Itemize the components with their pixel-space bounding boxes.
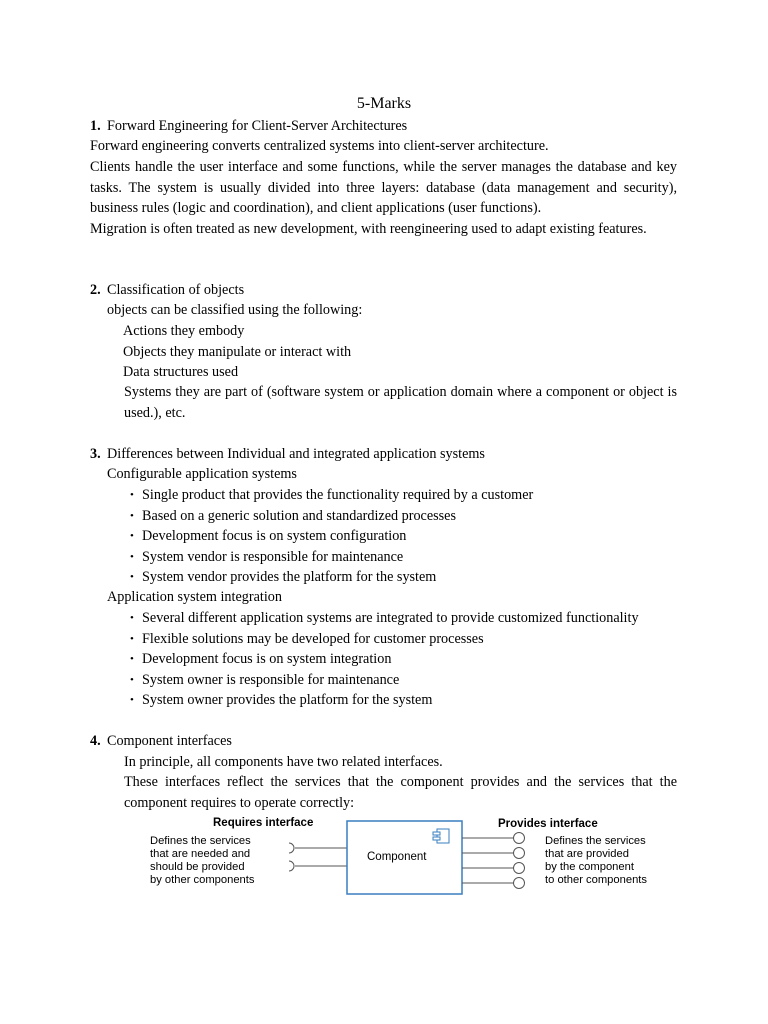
page-title: 5-Marks [356,95,412,112]
paragraph: These interfaces reflect the services that the component provides and the services that the component requires to operate correctly: [124,774,677,811]
group-title: Application system integration [107,589,282,605]
requires-desc-line: Defines the services [150,835,251,847]
provides-lollipop-icon [462,833,525,844]
bullet: • [130,571,134,583]
section-title: Component interfaces [107,733,232,749]
paragraph: In principle, all components have two related interfaces. [124,754,443,770]
section-2-heading [90,280,244,301]
section-number: 4. [90,733,101,749]
list-item: Data structures used [123,364,239,380]
provides-lollipop-icon [462,848,525,859]
provides-interface-title: Provides interface [498,818,598,830]
bullet-item: Development focus is on system integration [142,651,392,667]
paragraph: Forward engineering converts centralized systems into client-server architecture. [90,138,549,154]
bullet: • [130,530,134,542]
bullet-item: Development focus is on system configuration [142,528,407,544]
requires-interface-title: Requires interface [213,817,314,829]
bullet: • [130,489,134,501]
requires-socket-icon [289,861,347,871]
bullet: • [130,510,134,522]
list-item: Objects they manipulate or interact with [123,344,352,360]
bullet: • [130,612,134,624]
section-number: 1. [90,118,101,134]
section-number: 3. [90,446,101,462]
bullet-item: Flexible solutions may be developed for customer processes [142,631,484,647]
paragraph: Clients handle the user interface and some functions, while the server manages the database and key tasks. The system is usually divided into three layers: database (data management and security), business rules (logic and coordination), and client applications (user functions). [90,159,677,217]
component-interface-diagram [145,812,680,902]
bullet-item: System owner provides the platform for the system [142,692,433,708]
bullet: • [130,674,134,686]
provides-desc-line: that are provided [545,848,629,860]
component-label: Component [367,851,427,863]
section-4-heading [90,731,232,752]
requires-socket-icon [289,843,347,853]
provides-desc-line: to other components [545,874,647,886]
bullet-item: Single product that provides the functionality required by a customer [142,487,534,503]
section-title: Differences between Individual and integrated application systems [107,446,485,462]
bullet-item: System vendor is responsible for maintenance [142,549,404,565]
section-number: 2. [90,282,101,298]
bullet: • [130,551,134,563]
paragraph: Migration is often treated as new development, with reengineering used to adapt existing features. [90,221,647,237]
list-item: Actions they embody [123,323,245,339]
section-1-heading [90,116,407,137]
bullet: • [130,694,134,706]
intro-text: objects can be classified using the following: [107,302,363,318]
bullet: • [130,653,134,665]
list-item: Systems they are part of (software system or application domain where a component or object is used.), etc. [124,384,677,421]
provides-lollipop-icon [462,878,525,889]
requires-desc-line: that are needed and [150,848,251,860]
section-title: Forward Engineering for Client-Server Architectures [107,118,408,134]
bullet-item: Several different application systems are integrated to provide customized functionality [142,610,639,626]
section-title: Classification of objects [107,282,245,298]
section-3-heading [90,444,485,465]
bullet-item: System owner is responsible for maintenance [142,672,400,688]
group-title: Configurable application systems [107,466,297,482]
provides-desc-line: by the component [545,861,634,873]
provides-lollipop-icon [462,863,525,874]
bullet: • [130,633,134,645]
requires-desc-line: by other components [150,874,255,886]
provides-desc-line: Defines the services [545,835,646,847]
requires-desc-line: should be provided [150,861,245,873]
bullet-item: System vendor provides the platform for the system [142,569,437,585]
bullet-item: Based on a generic solution and standardized processes [142,508,456,524]
